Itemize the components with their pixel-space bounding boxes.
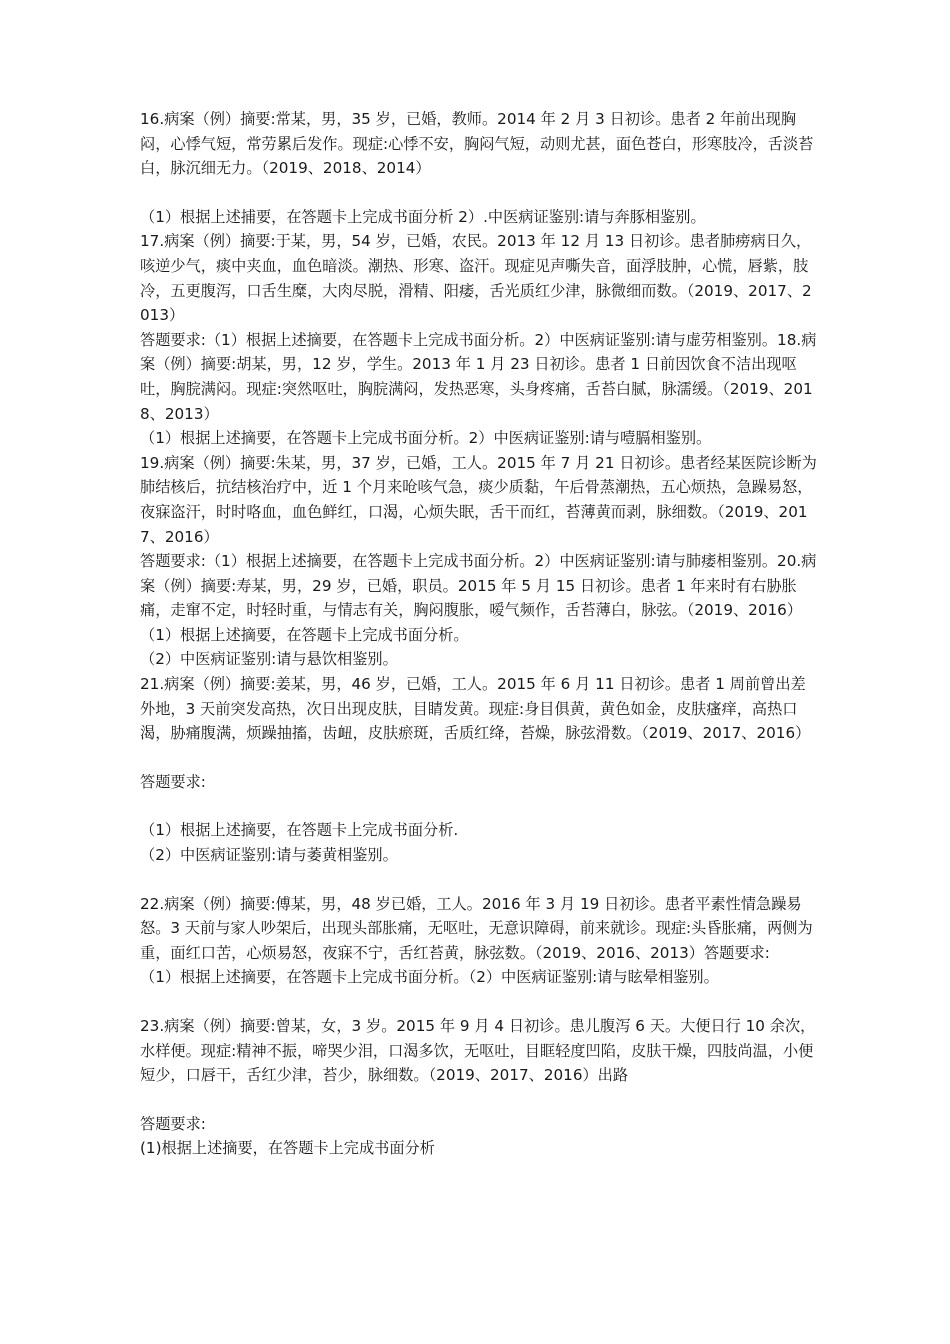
case-16-requirement: （1）根据上述捕要，在答题卡上完成书面分析 2）.中医病证鉴别:请与奔豚相鉴别。 <box>140 207 706 226</box>
spacer <box>140 990 820 1014</box>
document-body <box>140 107 820 1161</box>
spacer <box>140 746 820 770</box>
case-22-requirement: （1）根据上述摘要，在答题卡上完成书面分析。（2）中医病证鉴别:请与眩晕相鉴别。 <box>140 968 719 987</box>
case-18-paragraph: 答题要求:（1）根据上述摘要，在答题卡上完成书面分析。2）中医病证鉴别:请与虚劳相鉴别。18.病案（例）摘要:胡某，男，12 岁，学生。2013 年 1 月 23 日初诊。患者 1 日前因饮食不洁出现呕吐，胸脘满闷。现症:突然呕吐，胸脘满闷，发热恶寒，头身疼痛，舌苔白腻，脉濡缓。（2019、2018、2013） <box>140 330 817 423</box>
case-22-paragraph: 22.病案（例）摘要:傅某，男，48 岁已婚，工人。2016 年 3 月 19 日初诊。患者平素性情急躁易怒。3 天前与家人吵架后，出现头部胀痛，无呕吐，无意识障碍，前来就诊。现症:头昏胀痛，两侧为重，面红口苦，心烦易怒，夜寐不宁，舌红苔黄，脉弦数。（2019、2016、2013）答题要求: <box>140 894 813 962</box>
case-19-paragraph: 19.病案（例）摘要:朱某，男，37 岁，已婚，工人。2015 年 7 月 21 日初诊。患者经某医院诊断为肺结核后，抗结核治疗中，近 1 个月来呛咳气急，痰少质黏，午后骨蒸潮热，五心烦热，急躁易怒，夜寐盗汗，时时咯血，血色鲜红，口渴，心烦失眠，舌干而红，苔薄黄而剥，脉细数。（2019、2017、2016） <box>140 453 817 546</box>
case-21-requirement-2: （2）中医病证鉴别:请与萎黄相鉴别。 <box>140 846 398 865</box>
spacer <box>140 181 820 205</box>
case-18-requirement: （1）根据上述摘要，在答题卡上完成书面分析。2）中医病证鉴别:请与噎膈相鉴别。 <box>140 429 712 448</box>
spacer <box>140 1088 820 1112</box>
case-21-requirement-1: （1）根据上述摘要，在答题卡上完成书面分析. <box>140 821 459 840</box>
case-21-paragraph: 21.病案（例）摘要:姜某，男，46 岁，已婚，工人。2015 年 6 月 11 日初诊。患者 1 周前曾出差外地，3 天前突发高热，次日出现皮肤，目睛发黄。现症:身目俱黄，黄色如金，皮肤瘙痒，高热口渴，胁痛腹满，烦躁抽搐，齿衄，皮肤瘀斑，舌质红绛，苔燥，脉弦滑数。（2019、2017、2016） <box>140 675 811 743</box>
answer-requirement-heading: 答题要求: <box>140 772 206 791</box>
answer-requirement-heading: 答题要求: <box>140 1114 206 1133</box>
spacer <box>140 794 820 818</box>
case-23-requirement-1: (1)根据上述摘要，在答题卡上完成书面分析 <box>140 1139 435 1158</box>
case-20-requirement: （2）中医病证鉴别:请与悬饮相鉴别。 <box>140 650 398 669</box>
spacer <box>140 868 820 892</box>
case-17-paragraph: 17.病案（例）摘要:于某，男，54 岁，已婚，农民。2013 年 12 月 13 日初诊。患者肺痨病日久，咳逆少气，痰中夹血，血色暗淡。潮热、形寒、盗汗。现症见声嘶失音，面浮肢肿，心慌，唇紫，肢冷，五更腹泻，口舌生糜，大肉尽脱，滑精、阳痿，舌光质红少津，脉微细而数。（2019、2017、2013） <box>140 232 812 325</box>
case-23-paragraph: 23.病案（例）摘要:曾某，女，3 岁。2015 年 9 月 4 日初诊。患儿腹泻 6 天。大便日行 10 余次，水样便。现症:精神不振，啼哭少泪，口渴多饮，无呕吐，目眶轻度凹陷，皮肤干燥，四肢尚温，小便短少，口唇干，舌红少津，苔少，脉细数。（2019、2017、2016）出路 <box>140 1017 816 1085</box>
case-20-paragraph: 答题要求:（1）根据上述摘要，在答题卡上完成书面分析。2）中医病证鉴别:请与肺痿相鉴别。20.病案（例）摘要:寿某，男，29 岁，已婚，职员。2015 年 5 月 15 日初诊。患者 1 年来时有右胁胀痛，走窜不定，时轻时重，与情志有关，胸闷腹胀，嗳气频作，舌苔薄白，脉弦。（2019、2016）（1）根据上述摘要，在答题卡上完成书面分析。 <box>140 552 817 644</box>
case-16-paragraph: 16.病案（例）摘要:常某，男，35 岁，已婚，教师。2014 年 2 月 3 日初诊。患者 2 年前出现胸闷，心悸气短，常劳累后发作。现症:心悸不安，胸闷气短，动则尤甚，面色苍白，形寒肢冷，舌淡苔白，脉沉细无力。（2019、2018、2014） <box>140 110 814 178</box>
